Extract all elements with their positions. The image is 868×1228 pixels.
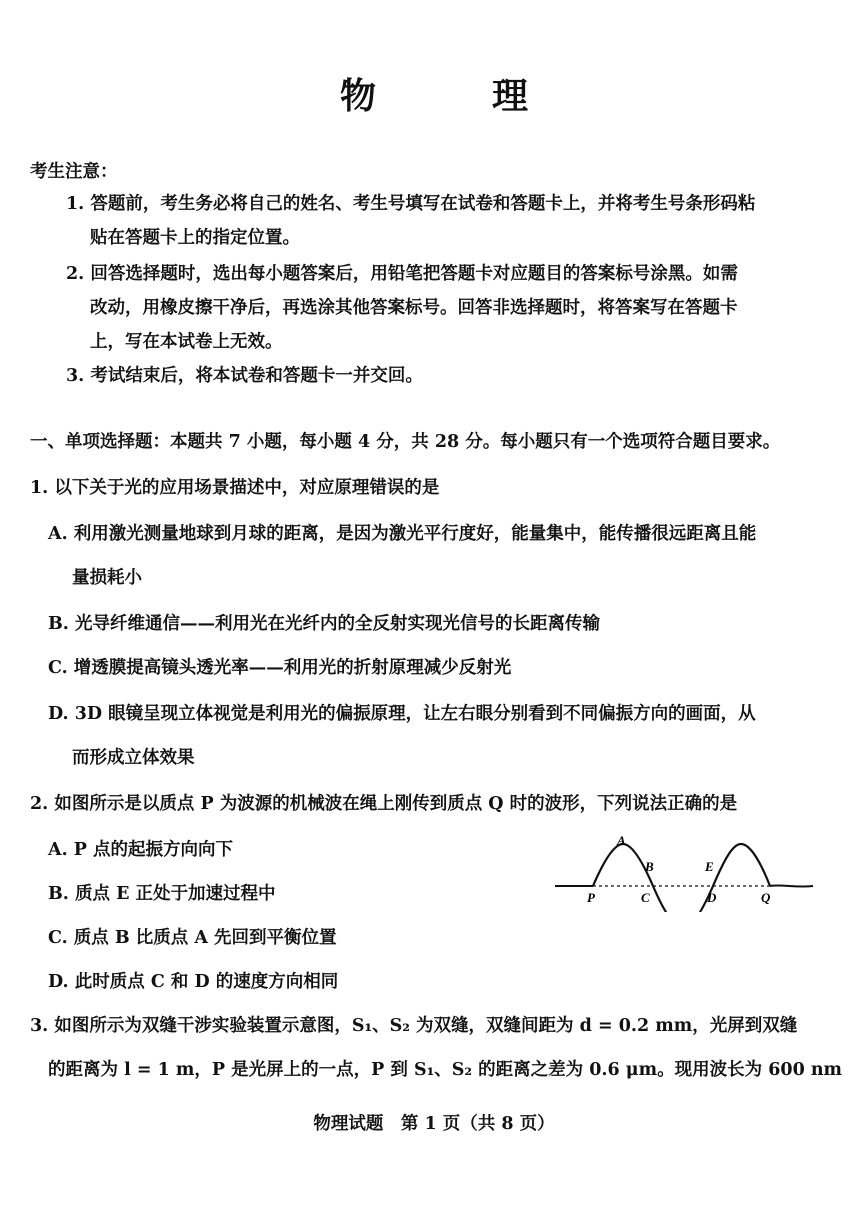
label-b: B [645,859,654,874]
label-p: P [587,890,595,905]
label-q: Q [761,890,771,905]
q1-option-c: C. 增透膜提高镜头透光率——利用光的折射原理减少反射光 [48,658,512,678]
q1-stem: 1. 以下关于光的应用场景描述中，对应原理错误的是 [30,478,440,498]
label-d: D [707,890,717,905]
label-c: C [641,890,650,905]
q1-option-b: B. 光导纤维通信——利用光在光纤内的全反射实现光信号的长距离传输 [48,614,600,634]
q1-option-a-cont: 量损耗小 [72,568,142,588]
q2-option-d: D. 此时质点 C 和 D 的速度方向相同 [48,972,339,992]
page-footer: 物理试题 第 1 页（共 8 页） [313,1114,555,1134]
rope-right [770,885,813,886]
notice-item-2-cont2: 上，写在本试卷上无效。 [90,332,283,352]
notice-item-3: 3. 考试结束后，将本试卷和答题卡一并交回。 [66,366,423,386]
q1-option-d: D. 3D 眼镜呈现立体视觉是利用光的偏振原理，让左右眼分别看到不同偏振方向的画面，从 [48,704,756,724]
section-heading: 一、单项选择题：本题共 7 小题，每小题 4 分，共 28 分。每小题只有一个选项符合题目要求。 [30,432,781,452]
wave-curve [593,844,770,912]
q2-option-c: C. 质点 B 比质点 A 先回到平衡位置 [48,928,337,948]
notice-heading: 考生注意： [30,162,118,182]
q3-line-1: 3. 如图所示为双缝干涉实验装置示意图，S₁、S₂ 为双缝，双缝间距为 d = 0.2 mm，光屏到双缝 [30,1016,798,1036]
q3-line-2: 的距离为 l = 1 m，P 是光屏上的一点，P 到 S₁、S₂ 的距离之差为 0.6 μm。现用波长为 600 nm [48,1060,843,1080]
q2-stem: 2. 如图所示是以质点 P 为波源的机械波在绳上刚传到质点 Q 时的波形，下列说法正确的是 [30,794,738,814]
notice-item-2: 2. 回答选择题时，选出每小题答案后，用铅笔把答题卡对应题目的答案标号涂黑。如需 [66,264,738,284]
q1-option-d-cont: 而形成立体效果 [72,748,195,768]
label-a: A [617,833,626,848]
notice-item-1-cont: 贴在答题卡上的指定位置。 [90,228,300,248]
page-title: 物 理 [339,75,568,117]
q2-option-a: A. P 点的起振方向向下 [48,840,234,860]
notice-item-1: 1. 答题前，考生务必将自己的姓名、考生号填写在试卷和答题卡上，并将考生号条形码粘 [66,194,756,214]
wave-figure [555,832,815,912]
q1-option-a: A. 利用激光测量地球到月球的距离，是因为激光平行度好，能量集中，能传播很远距离且能 [48,524,757,544]
label-e: E [705,859,714,874]
notice-item-2-cont: 改动，用橡皮擦干净后，再选涂其他答案标号。回答非选择题时，将答案写在答题卡 [90,298,738,318]
q2-option-b: B. 质点 E 正处于加速过程中 [48,884,276,904]
